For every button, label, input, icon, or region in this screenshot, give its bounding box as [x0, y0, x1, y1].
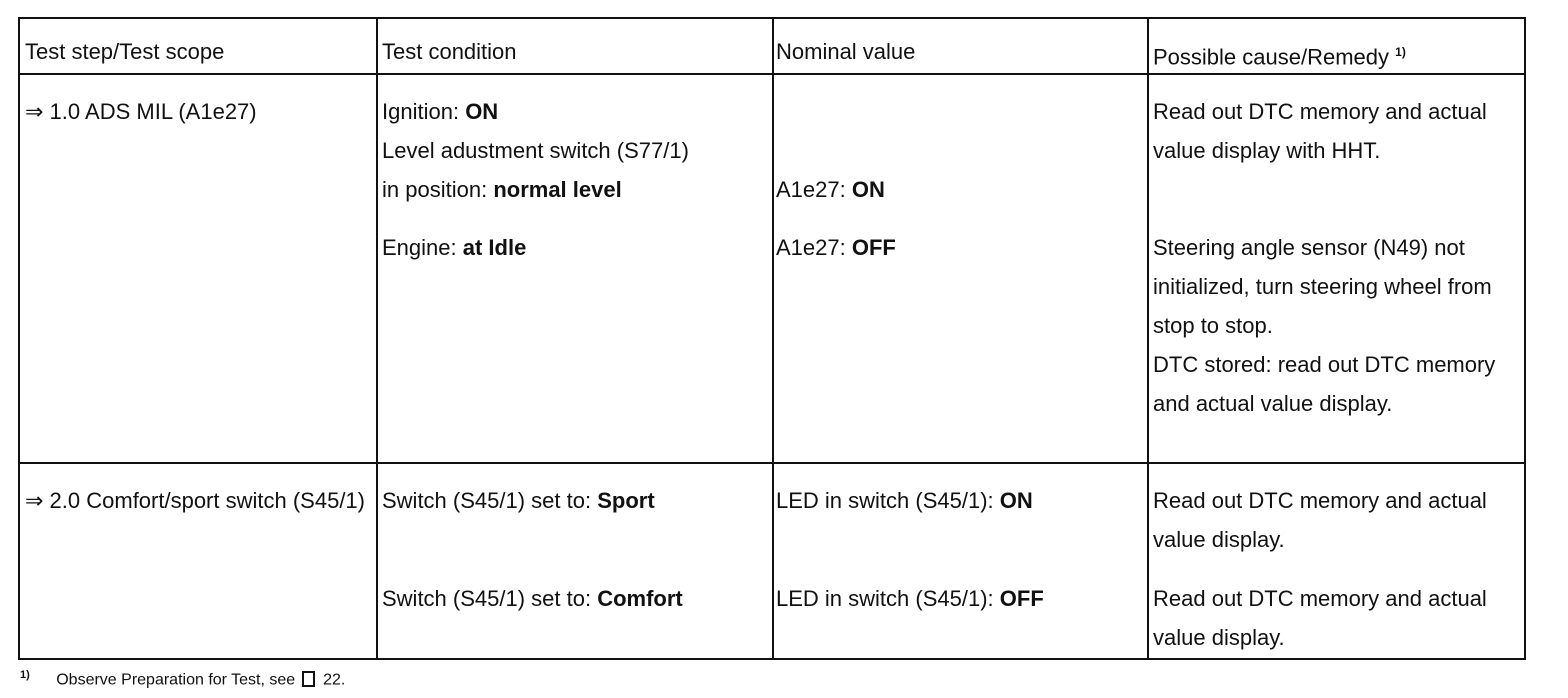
row2-nominal-2: [776, 586, 1044, 612]
header-cause-remedy-label: Possible cause/Remedy: [1153, 44, 1390, 70]
row1-condition-engine: [382, 235, 526, 261]
remedy-line: Steering angle sensor (N49) not: [1153, 235, 1465, 260]
row-divider: [20, 462, 1524, 464]
footnote-mark: 1): [20, 669, 30, 681]
column-divider-2: [772, 19, 774, 658]
value: ON: [465, 99, 499, 124]
column-divider-3: [1147, 19, 1149, 658]
row2-condition-1: [382, 488, 655, 514]
header-divider: [20, 73, 1524, 75]
label: in position:: [382, 177, 488, 202]
label: Switch (S45/1) set to:: [382, 488, 592, 513]
book-reference-icon: [302, 671, 315, 687]
remedy-line: Read out DTC memory and actual: [1153, 99, 1487, 124]
remedy-line: initialized, turn steering wheel from: [1153, 274, 1492, 299]
value: normal level: [493, 177, 622, 202]
row2-remedy-2: [1153, 586, 1487, 664]
label: Switch (S45/1) set to:: [382, 586, 592, 611]
value: Comfort: [597, 586, 683, 611]
row2-remedy-1: [1153, 488, 1487, 566]
label: LED in switch (S45/1):: [776, 488, 994, 513]
header-footnote-ref: 1): [1395, 45, 1406, 59]
label: Engine:: [382, 235, 457, 260]
row1-conditions: [382, 99, 689, 216]
label: LED in switch (S45/1):: [776, 586, 994, 611]
label: A1e27:: [776, 235, 846, 260]
remedy-line: value display with HHT.: [1153, 138, 1381, 163]
remedy-line: and actual value display.: [1153, 391, 1393, 416]
value: OFF: [999, 586, 1044, 611]
row1-step: ⇒ 1.0 ADS MIL (A1e27): [25, 99, 257, 124]
footnote-text: Observe Preparation for Test, see: [56, 671, 296, 689]
header-nominal-value: Nominal value: [776, 39, 916, 64]
footnote: [20, 664, 345, 691]
row1-nominal-2: [776, 235, 896, 261]
value: Sport: [597, 488, 655, 513]
row2-condition-2: [382, 586, 683, 612]
footnote-page: 22.: [323, 671, 346, 689]
row2-step: ⇒ 2.0 Comfort/sport switch (S45/1): [25, 488, 365, 513]
column-divider-1: [376, 19, 378, 658]
label: A1e27:: [776, 177, 846, 202]
remedy-line: value display.: [1153, 527, 1285, 552]
test-table: [18, 17, 1526, 660]
header-cause-remedy: [1153, 39, 1406, 70]
remedy-line: DTC stored: read out DTC memory: [1153, 352, 1496, 377]
row1-condition-switch: Level adustment switch (S77/1): [382, 138, 689, 163]
remedy-line: value display.: [1153, 625, 1285, 650]
label: Ignition:: [382, 99, 460, 124]
value: ON: [999, 488, 1033, 513]
row1-nominal-1: [776, 177, 885, 203]
value: OFF: [851, 235, 896, 260]
header-test-step: Test step/Test scope: [25, 39, 225, 64]
row1-condition-position: [382, 177, 689, 216]
row2-nominal-1: [776, 488, 1033, 514]
remedy-line: Read out DTC memory and actual: [1153, 488, 1487, 513]
row1-remedy-1: [1153, 99, 1487, 177]
row1-remedy-2: [1153, 235, 1495, 430]
row1-condition-ignition: [382, 99, 689, 138]
remedy-line: stop to stop.: [1153, 313, 1273, 338]
remedy-line: Read out DTC memory and actual: [1153, 586, 1487, 611]
value: ON: [851, 177, 885, 202]
value: at Idle: [462, 235, 527, 260]
header-test-condition: Test condition: [382, 39, 517, 64]
